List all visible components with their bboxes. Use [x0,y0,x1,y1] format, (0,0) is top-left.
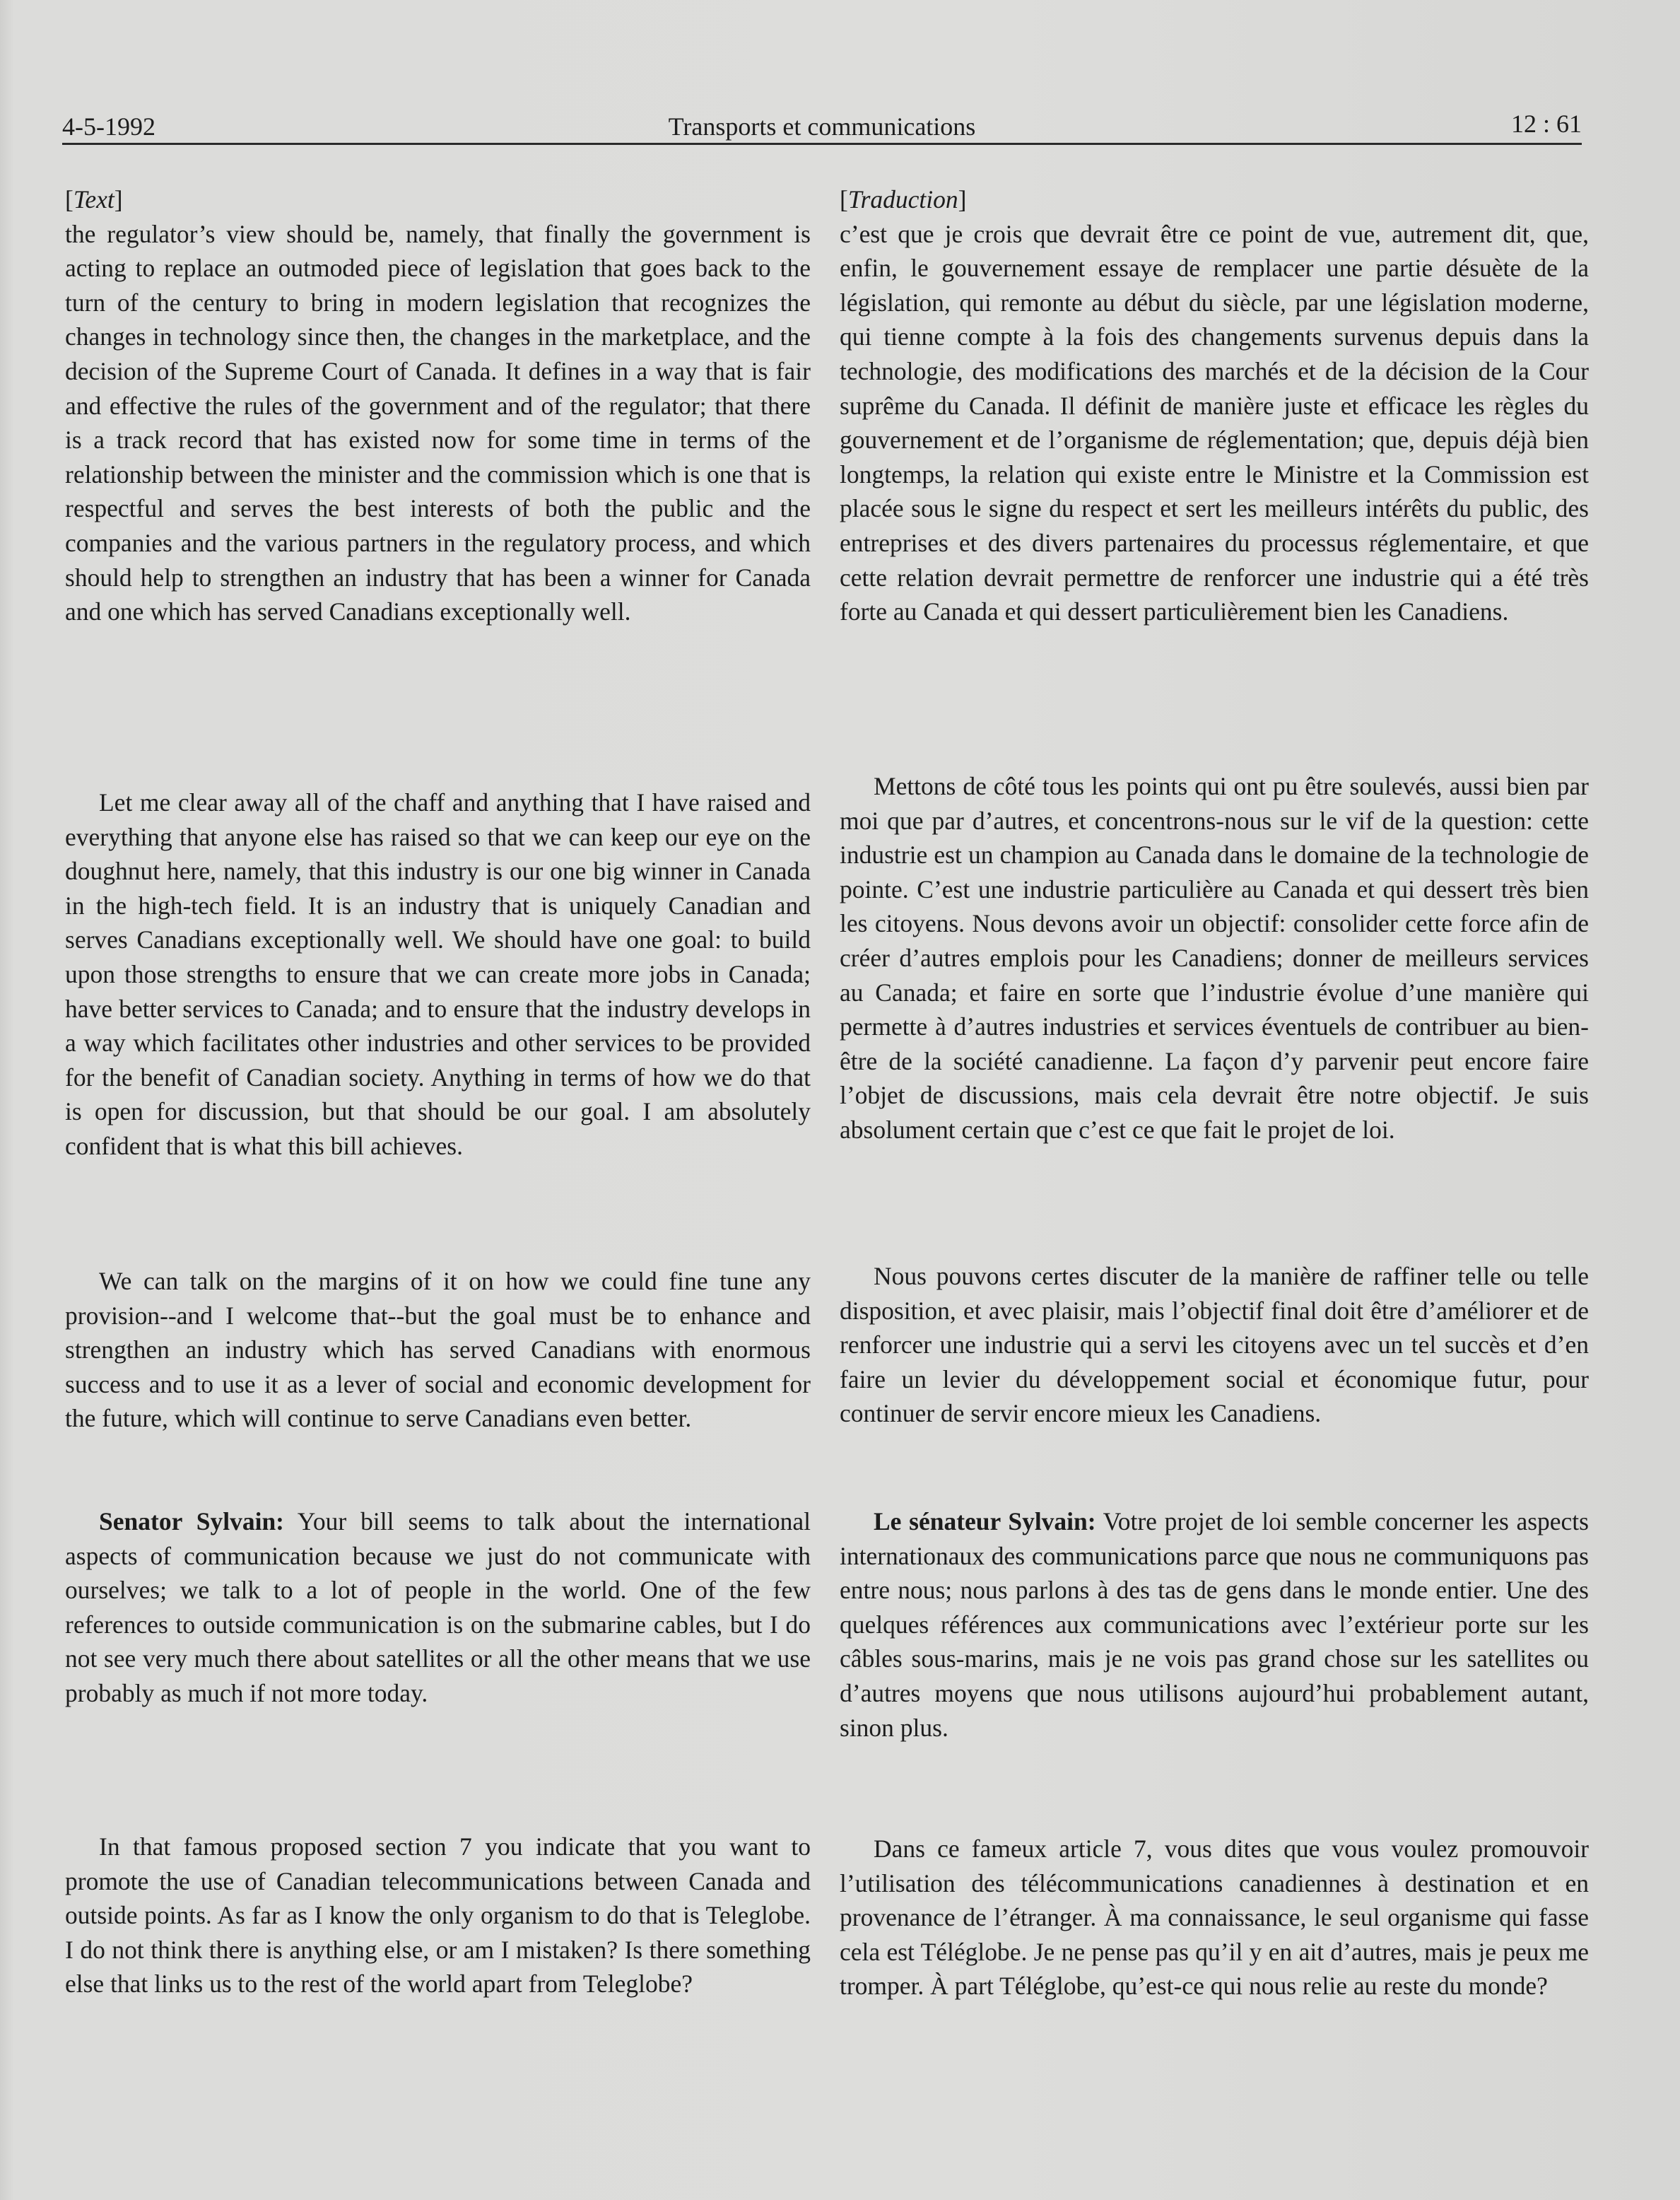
header-title: Transports et communications [668,112,976,141]
speaker-name: Le sénateur Sylvain: [874,1507,1096,1535]
paragraph-5: Dans ce fameux article 7, vous dites que vous voulez promouvoir l’utilisation des télécommunications canadiennes à destination et en provenance de l’étranger. À ma connaissance, le seul organisme qui fasse cela est Téléglobe. Je ne pense pas qu’il y en ait d’autres, mais je peux me tromper. À part Téléglobe, qu’est-ce qui nous relie au reste du monde? [840,1835,1589,2001]
paragraph-3: We can talk on the margins of it on how we could fine tune any provision--and I welcome that--but the goal must be to enhance and strengthen an industry which has served Canadians with enormous success and to use it as a lever of social and economic development for the future, which will continue to serve Canadians even better. [65,1267,811,1433]
header-page-number: 12 : 61 [1510,110,1582,138]
paragraph-1: c’est que je crois que devrait être ce point de vue, autrement dit, que, enfin, le gouvernement essaye de remplacer une partie désuète de la législation, qui remonte au début du siècle, par une législation moderne, qui tienne compte à la fois des changements survenus depuis dans la technologie, des modifications des marchés et de la décision de la Cour suprême du Canada. Il définit de manière juste et efficace les règles du gouvernement et de l’organisme de réglementation; que, depuis déjà bien longtemps, la relation qui existe entre le Ministre et la Commission est placée sous le signe du respect et sert les meilleurs intérêts du public, des entreprises et des divers partenaires du processus réglementaire, et que cette relation devrait permettre de renforcer une industrie qui a été très forte au Canada et qui dessert particulièrement bien les Canadiens. [840,219,1589,626]
header-date: 4-5-1992 [62,112,155,141]
paragraph-2: Let me clear away all of the chaff and anything that I have raised and everything that anyone else has raised so that we can keep our eye on the doughnut here, namely, that this industry is our one big winner in Canada in the high-tech field. It is an industry that is uniquely Canadian and serves Canadians exceptionally well. We should have one goal: to build upon those strengths to ensure that we can create more jobs in Canada; have better services to Canada; and to ensure that the industry develops in a way which facilitates other industries and other services to be provided for the benefit of Canadian society. Anything in terms of how we do that is open for discussion, but that should be our goal. I am absolutely confident that is what this bill achieves. [65,788,811,1160]
running-header [62,105,1582,145]
section-label-text: [Text] [65,185,123,213]
speaker-name: Senator Sylvain: [99,1507,285,1535]
section-label-traduction: [Traduction] [840,185,967,213]
paragraph-2: Mettons de côté tous les points qui ont pu être soulevés, aussi bien par moi que par d’autres, et concentrons-nous sur le vif de la question: cette industrie est un champion au Canada dans le domaine de la technologie de pointe. C’est une industrie particulière au Canada et qui dessert très bien les citoyens. Nous devons avoir un objectif: consolider cette force afin de créer d’autres emplois pour les Canadiens; donner de meilleurs services au Canada; et faire en sorte que l’industrie évolue d’une manière qui permette à d’autres industries et services éventuels de contribuer au bien-être de la société canadienne. La façon d’y parvenir peut encore faire l’objet de discussions, mais cela devrait être notre objectif. Je suis absolument certain que c’est ce que fait le projet de loi. [840,772,1589,1144]
paragraph-4: Le sénateur Sylvain: Votre projet de loi semble concerner les aspects internationaux des communications parce que nous ne communiquons pas entre nous; nous parlons à des tas de gens dans le monde entier. Une des quelques références aux communications avec l’extérieur porte sur les câbles sous-marins, mais je ne vois pas grand chose sur les satellites ou d’autres moyens que nous utilisons aujourd’hui probablement autant, sinon plus. [840,1507,1589,1742]
paragraph-1: the regulator’s view should be, namely, that finally the government is acting to replace an outmoded piece of legislation that goes back to the turn of the century to bring in modern legislation that recognizes the changes in technology since then, the changes in the marketplace, and the decision of the Supreme Court of Canada. It defines in a way that is fair and effective the rules of the government and of the regulator; that there is a track record that has existed now for some time in terms of the relationship between the minister and the commission which is one that is respectful and serves the best interests of both the public and the companies and the various partners in the regulatory process, and which should help to strengthen an industry that has been a winner for Canada and one which has served Canadians exceptionally well. [65,219,811,626]
paragraph-3: Nous pouvons certes discuter de la manière de raffiner telle ou telle disposition, et avec plaisir, mais l’objectif final doit être d’améliorer et de renforcer une industrie qui a servi les citoyens avec un tel succès et d’en faire un levier du développement social et économique futur, pour continuer de servir encore mieux les Canadiens. [840,1262,1589,1428]
paragraph-4: Senator Sylvain: Your bill seems to talk about the international aspects of communication because we just do not communicate with ourselves; we talk to a lot of people in the world. One of the few references to outside communication is on the submarine cables, but I do not see very much there about satellites or all the other means that we use probably as much if not more today. [65,1507,811,1707]
paragraph-5: In that famous proposed section 7 you indicate that you want to promote the use of Canadian telecommunications between Canada and outside points. As far as I know the only organism to do that is Teleglobe. I do not think there is anything else, or am I mistaken? Is there something else that links us to the rest of the world apart from Teleglobe? [65,1832,811,1999]
